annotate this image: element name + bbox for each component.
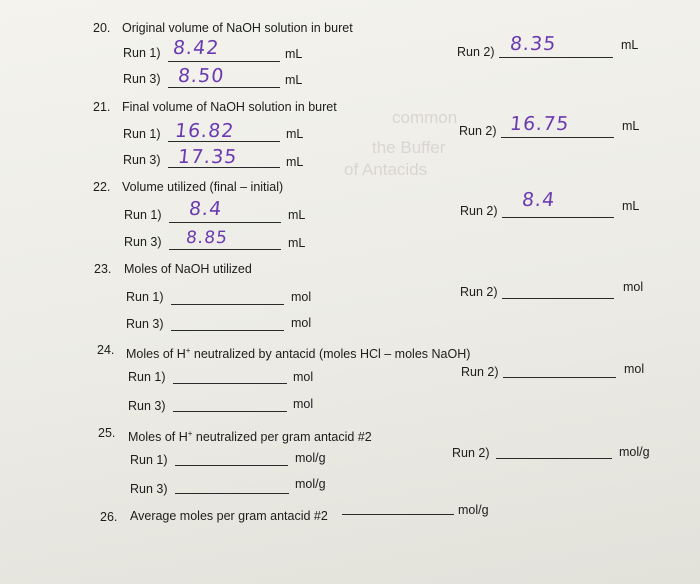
answer-blank: [175, 493, 289, 494]
unit-label: mL: [286, 127, 304, 141]
answer-blank: [502, 217, 614, 218]
answer-blank: [169, 249, 281, 250]
run-label: Run 3): [124, 235, 162, 249]
run-label: Run 1): [130, 453, 168, 467]
question-text: Moles of NaOH utilized: [124, 262, 252, 276]
unit-label: mol: [293, 397, 314, 411]
question-text-part: neutralized by antacid (moles HCl – moles NaOH): [190, 347, 471, 362]
unit-label: mL: [285, 47, 303, 61]
bleed-through-text: of Antacids: [344, 160, 428, 179]
question-number: 22.: [93, 180, 111, 194]
run-label: Run 3): [123, 153, 161, 167]
answer-blank: [503, 377, 616, 378]
question-number: 26.: [100, 510, 118, 524]
question-number: 25.: [98, 426, 116, 440]
question-text: Final volume of NaOH solution in buret: [122, 100, 337, 114]
unit-label: mol: [291, 316, 312, 330]
bleed-through-text: the Buffer: [372, 138, 446, 157]
unit-label: mol: [624, 362, 645, 376]
unit-label: mol/g: [295, 451, 326, 465]
run-label: Run 1): [123, 46, 161, 60]
run-label: Run 1): [123, 127, 161, 141]
answer-blank: [173, 411, 287, 412]
answer-blank: [168, 61, 280, 62]
handwritten-answer: 8.50: [176, 65, 226, 87]
question-text: [128, 426, 372, 445]
bleed-through-text: common: [392, 108, 458, 127]
answer-blank: [171, 330, 284, 331]
question-text: Volume utilized (final – initial): [122, 180, 284, 194]
run-label: Run 2): [457, 45, 495, 59]
unit-label: mol: [293, 370, 314, 384]
run-label: Run 1): [124, 208, 162, 222]
answer-blank: [168, 87, 280, 88]
run-label: Run 3): [128, 399, 166, 413]
run-label: Run 3): [123, 72, 161, 86]
unit-label: mol: [291, 290, 312, 304]
unit-label: mL: [286, 155, 304, 169]
question-text: Average moles per gram antacid #2: [130, 509, 328, 523]
handwritten-answer: 17.35: [176, 146, 239, 168]
unit-label: mol: [623, 280, 644, 294]
answer-blank: [169, 222, 281, 223]
unit-label: mL: [288, 208, 306, 222]
handwritten-answer: 8.4: [520, 189, 557, 211]
handwritten-answer: 8.85: [184, 228, 229, 248]
answer-blank: [501, 137, 614, 138]
unit-label: mL: [622, 119, 640, 133]
question-number: 23.: [94, 262, 112, 276]
answer-blank: [502, 298, 614, 299]
run-label: Run 1): [126, 290, 164, 304]
question-text-part: Moles of H: [126, 347, 186, 362]
question-text-part: Moles of H: [128, 430, 188, 445]
question-number: 20.: [93, 21, 111, 35]
answer-blank: [342, 514, 454, 515]
run-label: Run 2): [460, 204, 498, 218]
question-text-part: neutralized per gram antacid #2: [192, 430, 372, 445]
run-label: Run 3): [126, 317, 164, 331]
unit-label: mL: [288, 236, 306, 250]
run-label: Run 1): [128, 370, 166, 384]
handwritten-answer: 16.82: [173, 120, 236, 142]
unit-label: mL: [285, 73, 303, 87]
run-label: Run 3): [130, 482, 168, 496]
handwritten-answer: 8.35: [508, 33, 558, 55]
question-text: [126, 343, 470, 362]
handwritten-answer: 16.75: [508, 113, 571, 135]
superscript: +: [187, 429, 193, 438]
unit-label: mL: [621, 38, 639, 52]
unit-label: mol/g: [619, 445, 650, 459]
run-label: Run 2): [452, 446, 490, 460]
unit-label: mL: [622, 199, 640, 213]
answer-blank: [173, 383, 287, 384]
run-label: Run 2): [460, 285, 498, 299]
unit-label: mol/g: [295, 477, 326, 491]
question-number: 24.: [97, 343, 115, 357]
unit-label: mol/g: [458, 503, 489, 517]
answer-blank: [499, 57, 613, 58]
run-label: Run 2): [459, 124, 497, 138]
question-number: 21.: [93, 100, 111, 114]
question-text: Original volume of NaOH solution in buret: [122, 21, 353, 35]
answer-blank: [496, 458, 612, 459]
handwritten-answer: 8.42: [171, 37, 221, 59]
superscript: +: [185, 346, 191, 355]
run-label: Run 2): [461, 365, 499, 379]
handwritten-answer: 8.4: [187, 198, 224, 220]
answer-blank: [171, 304, 284, 305]
answer-blank: [175, 465, 288, 466]
